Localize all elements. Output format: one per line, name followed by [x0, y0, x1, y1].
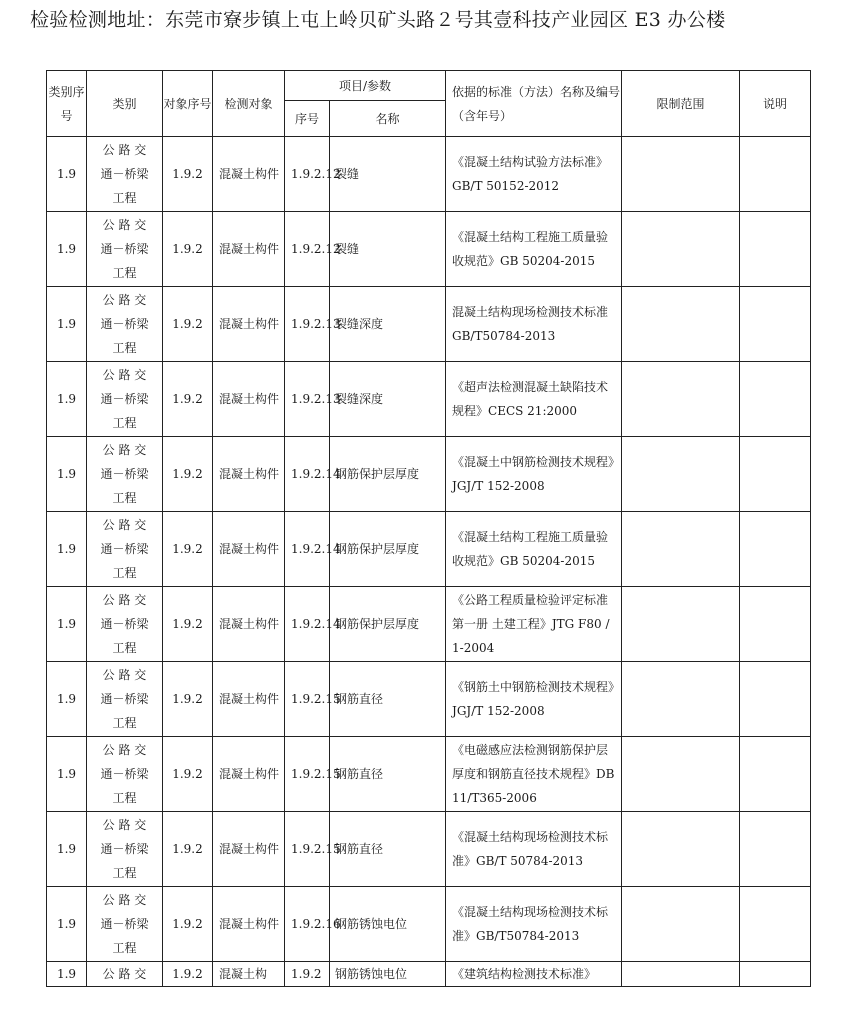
- cell-item-no: 1.9.2.16: [285, 887, 330, 962]
- cell-limit: [622, 887, 740, 962]
- cell-item-no: 1.9.2.13: [285, 287, 330, 362]
- cell-item-name: 裂缝: [330, 137, 446, 212]
- cell-obj-no: 1.9.2: [163, 962, 213, 987]
- cell-standard: 《混凝土结构试验方法标准》GB/T 50152-2012: [446, 137, 622, 212]
- col-header-item-no: 序号: [285, 101, 330, 137]
- cell-cat-no: 1.9: [47, 512, 87, 587]
- cell-object: 混凝土构: [213, 962, 285, 987]
- table-row: [47, 362, 811, 437]
- cell-category: 公 路 交 通－桥梁工程: [87, 287, 163, 362]
- cell-standard: 《混凝土结构工程施工质量验收规范》GB 50204-2015: [446, 212, 622, 287]
- cell-category: 公 路 交 通－桥梁工程: [87, 737, 163, 812]
- cell-category: 公 路 交 通－桥梁工程: [87, 887, 163, 962]
- cell-obj-no: 1.9.2: [163, 137, 213, 212]
- cell-object: 混凝土构件: [213, 287, 285, 362]
- col-header-limit: 限制范围: [622, 71, 740, 137]
- cell-item-name: 钢筋锈蚀电位: [330, 962, 446, 987]
- cell-standard: 《超声法检测混凝土缺陷技术规程》CECS 21:2000: [446, 362, 622, 437]
- inspection-scope-table: [46, 70, 811, 987]
- cell-cat-no: 1.9: [47, 587, 87, 662]
- inspection-address: 检验检测地址：东莞市寮步镇上屯上岭贝矿头路２号其壹科技产业园区 E3 办公楼: [30, 9, 726, 31]
- cell-item-no: 1.9.2.12: [285, 212, 330, 287]
- cell-cat-no: 1.9: [47, 212, 87, 287]
- cell-obj-no: 1.9.2: [163, 512, 213, 587]
- cell-limit: [622, 737, 740, 812]
- cell-item-name: 裂缝: [330, 212, 446, 287]
- header-row-1: [47, 71, 811, 101]
- cell-object: 混凝土构件: [213, 512, 285, 587]
- table-row: [47, 737, 811, 812]
- cell-limit: [622, 662, 740, 737]
- cell-note: [740, 662, 811, 737]
- cell-obj-no: 1.9.2: [163, 737, 213, 812]
- cell-category: 公 路 交: [87, 962, 163, 987]
- cell-note: [740, 887, 811, 962]
- cell-standard: 《混凝土结构现场检测技术标准》GB/T50784-2013: [446, 887, 622, 962]
- table-row: [47, 662, 811, 737]
- cell-limit: [622, 287, 740, 362]
- cell-obj-no: 1.9.2: [163, 587, 213, 662]
- cell-category: 公 路 交 通－桥梁工程: [87, 137, 163, 212]
- table-row: [47, 137, 811, 212]
- cell-note: [740, 812, 811, 887]
- cell-item-no: 1.9.2.14: [285, 587, 330, 662]
- cell-standard: 《混凝土结构现场检测技术标准》GB/T 50784-2013: [446, 812, 622, 887]
- cell-note: [740, 437, 811, 512]
- cell-cat-no: 1.9: [47, 287, 87, 362]
- cell-object: 混凝土构件: [213, 212, 285, 287]
- cell-limit: [622, 962, 740, 987]
- cell-category: 公 路 交 通－桥梁工程: [87, 212, 163, 287]
- cell-obj-no: 1.9.2: [163, 212, 213, 287]
- col-header-standard: 依据的标准（方法）名称及编号（含年号）: [446, 71, 622, 137]
- col-header-object: 检测对象: [213, 71, 285, 137]
- cell-item-name: 钢筋保护层厚度: [330, 512, 446, 587]
- col-header-note: 说明: [740, 71, 811, 137]
- cell-category: 公 路 交 通－桥梁工程: [87, 512, 163, 587]
- cell-item-no: 1.9.2.12: [285, 137, 330, 212]
- cell-item-name: 钢筋直径: [330, 662, 446, 737]
- col-header-cat-no: 类别序号: [47, 71, 87, 137]
- cell-cat-no: 1.9: [47, 662, 87, 737]
- table-row: [47, 437, 811, 512]
- cell-cat-no: 1.9: [47, 812, 87, 887]
- cell-object: 混凝土构件: [213, 137, 285, 212]
- cell-obj-no: 1.9.2: [163, 662, 213, 737]
- cell-standard: 混凝土结构现场检测技术标准 GB/T50784-2013: [446, 287, 622, 362]
- cell-object: 混凝土构件: [213, 437, 285, 512]
- cell-item-name: 钢筋保护层厚度: [330, 437, 446, 512]
- cell-obj-no: 1.9.2: [163, 812, 213, 887]
- cell-item-no: 1.9.2: [285, 962, 330, 987]
- cell-category: 公 路 交 通－桥梁工程: [87, 587, 163, 662]
- cell-limit: [622, 437, 740, 512]
- cell-standard: 《公路工程质量检验评定标准 第一册 土建工程》JTG F80 / 1-2004: [446, 587, 622, 662]
- cell-object: 混凝土构件: [213, 887, 285, 962]
- cell-cat-no: 1.9: [47, 437, 87, 512]
- cell-item-no: 1.9.2.14: [285, 512, 330, 587]
- cell-obj-no: 1.9.2: [163, 287, 213, 362]
- cell-item-name: 裂缝深度: [330, 362, 446, 437]
- cell-note: [740, 287, 811, 362]
- cell-item-no: 1.9.2.13: [285, 362, 330, 437]
- table-row: [47, 512, 811, 587]
- cell-obj-no: 1.9.2: [163, 887, 213, 962]
- cell-note: [740, 737, 811, 812]
- cell-note: [740, 512, 811, 587]
- cell-object: 混凝土构件: [213, 737, 285, 812]
- cell-limit: [622, 587, 740, 662]
- cell-limit: [622, 512, 740, 587]
- cell-item-name: 钢筋直径: [330, 737, 446, 812]
- cell-limit: [622, 212, 740, 287]
- cell-limit: [622, 137, 740, 212]
- col-header-category: 类别: [87, 71, 163, 137]
- cell-category: 公 路 交 通－桥梁工程: [87, 437, 163, 512]
- cell-cat-no: 1.9: [47, 362, 87, 437]
- col-header-item-group: 项目/参数: [285, 71, 446, 101]
- cell-object: 混凝土构件: [213, 662, 285, 737]
- cell-standard: 《混凝土中钢筋检测技术规程》JGJ/T 152-2008: [446, 437, 622, 512]
- cell-standard: 《建筑结构检测技术标准》: [446, 962, 622, 987]
- table-row: [47, 287, 811, 362]
- cell-item-no: 1.9.2.15: [285, 662, 330, 737]
- cell-note: [740, 137, 811, 212]
- cell-item-name: 钢筋直径: [330, 812, 446, 887]
- cell-object: 混凝土构件: [213, 812, 285, 887]
- cell-cat-no: 1.9: [47, 962, 87, 987]
- table-row: [47, 587, 811, 662]
- cell-limit: [622, 812, 740, 887]
- cell-standard: 《钢筋土中钢筋检测技术规程》JGJ/T 152-2008: [446, 662, 622, 737]
- cell-object: 混凝土构件: [213, 362, 285, 437]
- cell-item-name: 钢筋锈蚀电位: [330, 887, 446, 962]
- cell-obj-no: 1.9.2: [163, 362, 213, 437]
- cell-note: [740, 587, 811, 662]
- table-row: [47, 212, 811, 287]
- cell-cat-no: 1.9: [47, 137, 87, 212]
- cell-item-no: 1.9.2.15: [285, 737, 330, 812]
- cell-note: [740, 362, 811, 437]
- cell-cat-no: 1.9: [47, 887, 87, 962]
- table-row: [47, 962, 811, 987]
- cell-cat-no: 1.9: [47, 737, 87, 812]
- cell-note: [740, 962, 811, 987]
- col-header-obj-no: 对象序号: [163, 71, 213, 137]
- table-row: [47, 887, 811, 962]
- table-row: [47, 812, 811, 887]
- cell-standard: 《混凝土结构工程施工质量验收规范》GB 50204-2015: [446, 512, 622, 587]
- cell-note: [740, 212, 811, 287]
- cell-category: 公 路 交 通－桥梁工程: [87, 812, 163, 887]
- cell-item-name: 裂缝深度: [330, 287, 446, 362]
- col-header-item-name: 名称: [330, 101, 446, 137]
- cell-limit: [622, 362, 740, 437]
- cell-category: 公 路 交 通－桥梁工程: [87, 362, 163, 437]
- cell-item-no: 1.9.2.15: [285, 812, 330, 887]
- cell-obj-no: 1.9.2: [163, 437, 213, 512]
- cell-category: 公 路 交 通－桥梁工程: [87, 662, 163, 737]
- cell-item-name: 钢筋保护层厚度: [330, 587, 446, 662]
- cell-standard: 《电磁感应法检测钢筋保护层厚度和钢筋直径技术规程》DB 11/T365-2006: [446, 737, 622, 812]
- cell-item-no: 1.9.2.14: [285, 437, 330, 512]
- cell-object: 混凝土构件: [213, 587, 285, 662]
